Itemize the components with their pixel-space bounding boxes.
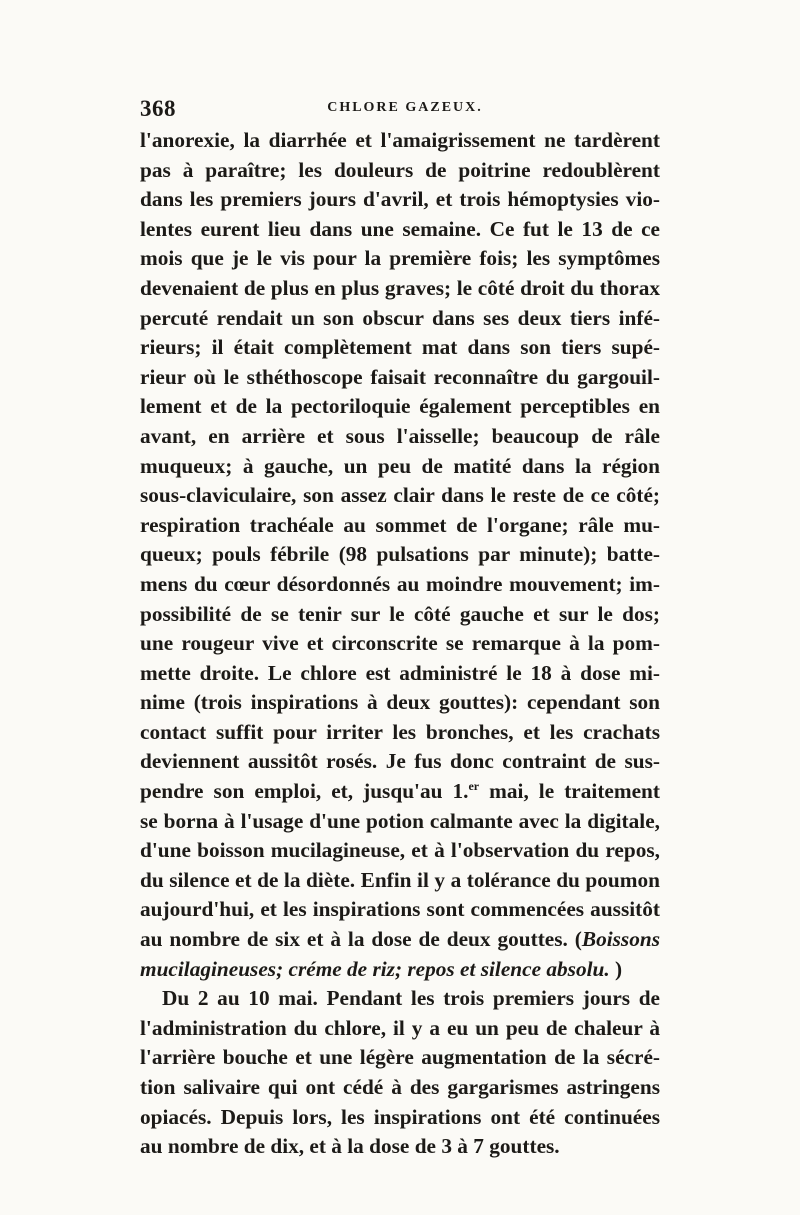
text-line: aujourd'hui, et les inspirations sont commencées aussitôt — [140, 897, 660, 922]
text-line: rieurs; il était complètement mat dans son tiers supé- — [140, 335, 660, 360]
text-line-with-superscript — [140, 777, 660, 807]
closing-parenthesis: ) — [615, 956, 623, 981]
prescription-italic: Boissons — [581, 927, 660, 952]
text-line: avant, en arrière et sous l'aisselle; beaucoup de râle — [140, 423, 660, 448]
text-line: possibilité de se tenir sur le côté gauche et sur le dos; — [140, 601, 660, 626]
text-line-prescription-end — [140, 955, 660, 985]
text-line: opiacés. Depuis lors, les inspirations ont été continuées — [140, 1104, 660, 1129]
text-line: rieur où le sthéthoscope faisait reconnaître du gargouil- — [140, 364, 660, 389]
text-line: du silence et de la diète. Enfin il y a tolérance du poumon — [140, 867, 660, 892]
line-start: pendre son emploi, et, jusqu'au 1. — [140, 779, 469, 804]
text-line: l'anorexie, la diarrhée et l'amaigrissement ne tardèrent — [140, 128, 660, 152]
text-line: tion salivaire qui ont cédé à des gargarismes astringens — [140, 1075, 660, 1099]
ordinal-superscript: er — [468, 778, 480, 793]
text-line: mois que je le vis pour la première fois; les symptômes — [140, 246, 660, 271]
prescription-italic: mucilagineuses; créme de riz; repos et silence absolu. — [140, 956, 610, 981]
text-line: se borna à l'usage d'une potion calmante avec la digitale, — [140, 808, 660, 833]
text-line: l'arrière bouche et une légère augmentation de la sécré- — [140, 1045, 660, 1070]
text-line: dans les premiers jours d'avril, et trois hémoptysies vio- — [140, 187, 660, 212]
text-line: d'une boisson mucilagineuse, et à l'observation du repos, — [140, 838, 660, 863]
text-line: l'administration du chlore, il y a eu un peu de chaleur à — [140, 1015, 660, 1040]
text-line: une rougeur vive et circonscrite se remarque à la pom- — [140, 631, 660, 656]
text-line-prescription-start — [140, 925, 660, 955]
page-number: 368 — [140, 96, 176, 121]
text-line: respiration trachéale au sommet de l'organe; râle mu- — [140, 512, 660, 537]
text-line: queux; pouls fébrile (98 pulsations par minute); batte- — [140, 542, 660, 567]
text-line: contact suffit pour irriter les bronches, et les crachats — [140, 719, 660, 744]
line-end: mai, le traitement — [479, 779, 660, 804]
line-start: au nombre de six et à la dose de deux gouttes. ( — [140, 927, 582, 952]
running-title: CHLORE GAZEUX. — [327, 100, 483, 115]
text-line: devenaient de plus en plus graves; le côté droit du thorax — [140, 275, 660, 300]
text-line: mens du cœur désordonnés au moindre mouvement; im- — [140, 571, 660, 596]
text-line: au nombre de dix, et à la dose de 3 à 7 gouttes. — [140, 1134, 560, 1159]
text-line: nime (trois inspirations à deux gouttes): cependant son — [140, 690, 660, 715]
text-line: muqueux; à gauche, un peu de matité dans la région — [140, 453, 660, 478]
text-line: mette droite. Le chlore est administré le 18 à dose mi- — [140, 660, 660, 685]
text-line: lentes eurent lieu dans une semaine. Ce fut le 13 de ce — [140, 216, 660, 241]
paragraph-first-line: Du 2 au 10 mai. Pendant les trois premiers jours de — [162, 986, 660, 1011]
text-line: lement et de la pectoriloquie également perceptibles en — [140, 394, 660, 419]
text-line: pas à paraître; les douleurs de poitrine redoublèrent — [140, 157, 660, 182]
body-text — [140, 126, 660, 1162]
text-line: sous-claviculaire, son assez clair dans le reste de ce côté; — [140, 483, 660, 508]
text-line: deviennent aussitôt rosés. Je fus donc contraint de sus- — [140, 749, 660, 774]
text-line: percuté rendait un son obscur dans ses deux tiers infé- — [140, 305, 660, 330]
